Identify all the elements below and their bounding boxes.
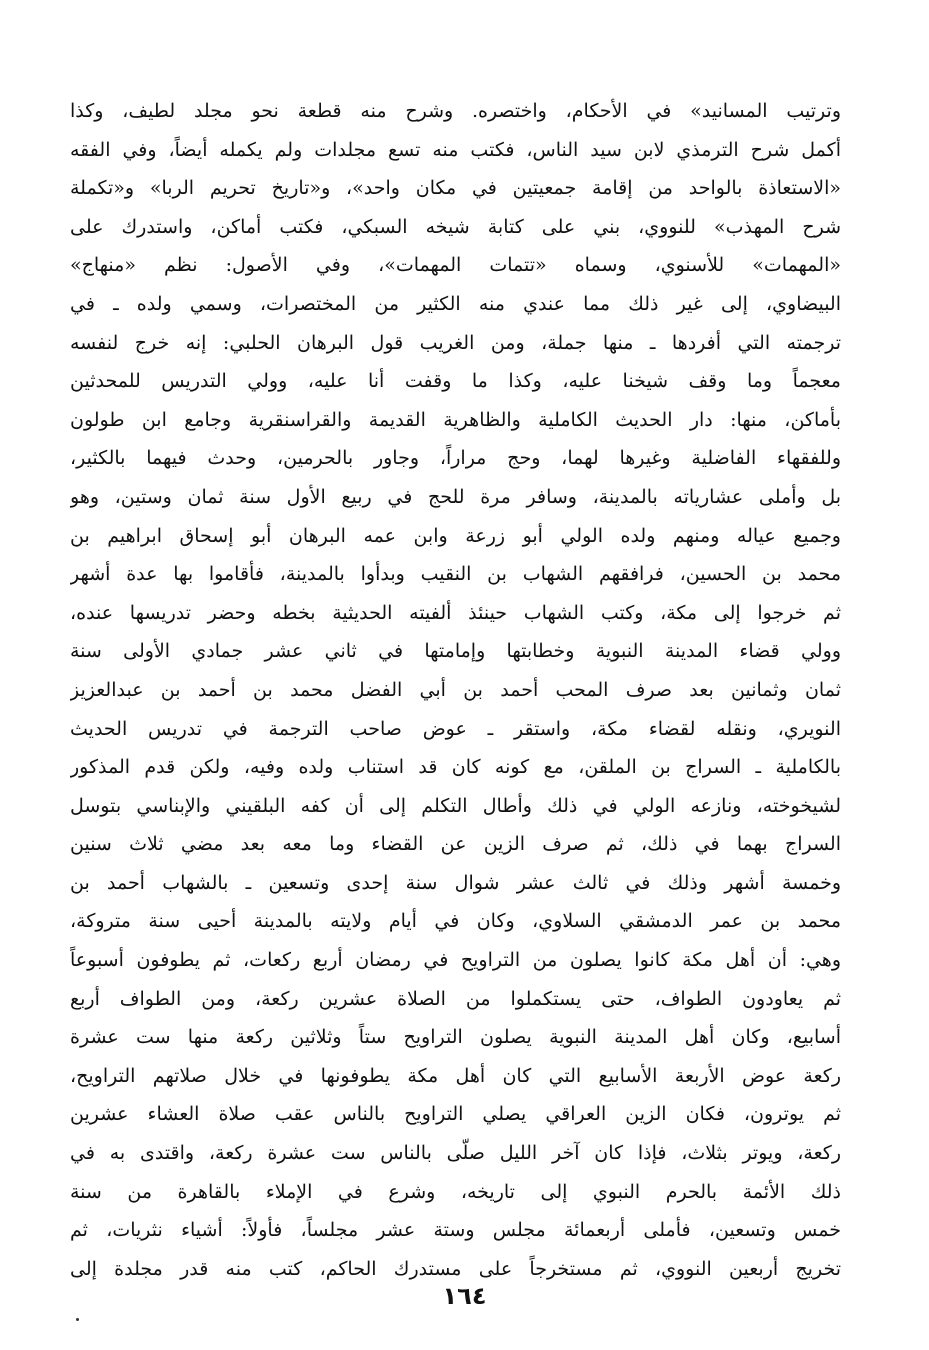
text-line-27: ثم يوترون، فكان الزين العراقي يصلي التراويح بالناس عقب صلاة العشاء عشرين <box>70 1103 841 1126</box>
text-line-5: «المهمات» للأسنوي، وسماه «تتمات المهمات»، وفي الأصول: نظم «منهاج» <box>70 254 841 277</box>
text-line-19: لشيخوخته، ونازعه الولي في ذلك وأطال التكلم إلى أن كفه البلقيني والإبناسي بتوسل <box>70 794 841 817</box>
text-line-18: بالكاملية ـ السراج بن الملقن، مع كونه كان قد استناب ولده وفيه، ولكن قدم المذكور <box>70 756 841 779</box>
text-line-13: محمد بن الحسين، فرافقهم الشهاب بن النقيب وبدأوا بالمدينة، فأقاموا بها عدة أشهر <box>70 563 841 586</box>
text-line-3: «الاستعاذة بالواحد من إقامة جمعيتين في مكان واحد»، و«تاريخ تحريم الربا» و«تكملة <box>70 177 841 200</box>
text-line-17: النويري، ونقله لقضاء مكة، واستقر ـ عوض صاحب الترجمة في تدريس الحديث <box>70 717 841 740</box>
text-line-29: ذلك الأئمة بالحرم النبوي إلى تاريخه، وشرع في الإملاء بالقاهرة من سنة <box>70 1180 841 1203</box>
text-line-2: أكمل شرح الترمذي لابن سيد الناس، فكتب منه تسع مجلدات ولم يكمله أيضاً، وفي الفقه <box>70 138 841 161</box>
text-line-21: وخمسة أشهر وذلك في ثالث عشر شوال سنة إحدى وتسعين ـ بالشهاب أحمد بن <box>70 871 841 894</box>
text-line-6: البيضاوي، إلى غير ذلك مما عندي منه الكثير من المختصرات، وسمي ولده ـ في <box>70 292 841 315</box>
text-line-26: ركعة عوض الأربعة الأسابيع التي كان أهل مكة يطوفونها في خلال صلاتهم التراويح، <box>70 1064 841 1087</box>
body-text <box>70 92 841 1288</box>
text-line-22: محمد بن عمر الدمشقي السلاوي، وكان في أيام ولايته بالمدينة أحيى سنة متروكة، <box>70 910 841 933</box>
text-line-1: وترتيب المسانيد» في الأحكام، واختصره. وشرح منه قطعة نحو مجلد لطيف، وكذا <box>70 100 841 122</box>
text-line-15: وولي قضاء المدينة النبوية وخطابتها وإمامتها في ثاني عشر جمادي الأولى سنة <box>70 640 841 663</box>
text-line-11: بل وأملى عشارياته بالمدينة، وسافر مرة للحج في ربيع الأول سنة ثمان وستين، وهو <box>70 485 841 508</box>
scan-speck <box>76 1318 79 1321</box>
text-line-4: شرح المهذب» للنووي، بني على كتابة شيخه السبكي، فكتب أماكن، واستدرك على <box>70 215 841 238</box>
text-line-31: تخريج أربعين النووي، ثم مستخرجاً على مستدرك الحاكم، كتب منه قدر مجلدة إلى <box>70 1257 841 1280</box>
page-number: ١٦٤ <box>442 1282 487 1310</box>
text-line-25: أسابيع، وكان أهل المدينة النبوية يصلون التراويح ستاً وثلاثين ركعة منها ست عشرة <box>70 1026 841 1049</box>
text-line-28: ركعة، ويوتر بثلاث، فإذا كان آخر الليل صلّى بالناس ست عشرة ركعة، واقتدى به في <box>70 1142 841 1165</box>
text-line-10: وللفقهاء الفاضلية وغيرها لهما، وحج مراراً، وجاور بالحرمين، وحدث فيهما بالكثير، <box>70 447 841 470</box>
text-line-24: ثم يعاودون الطواف، حتى يستكملوا من الصلاة عشرين ركعة، ومن الطواف أربع <box>70 987 841 1010</box>
text-line-20: السراج بهما في ذلك، ثم صرف الزين عن القضاء وما معه بعد مضي ثلاث سنين <box>70 833 841 856</box>
text-line-16: ثمان وثمانين بعد صرف المحب أحمد بن أبي الفضل محمد بن أحمد بن عبدالعزيز <box>70 678 841 701</box>
text-line-30: خمس وتسعين، فأملى أربعمائة مجلس وستة عشر مجلساً، فأولاً: أشياء نثريات، ثم <box>70 1219 841 1242</box>
text-line-23: وهي: أن أهل مكة كانوا يصلون من التراويح في رمضان أربع ركعات، ثم يطوفون أسبوعاً <box>70 949 841 972</box>
text-line-7: ترجمته التي أفردها ـ منها جملة، ومن الغريب قول البرهان الحلبي: إنه خرج لنفسه <box>70 331 841 354</box>
text-line-14: ثم خرجوا إلى مكة، وكتب الشهاب حينئذ ألفيته الحديثية بخطه وحضر تدريسها عنده، <box>70 601 841 624</box>
text-line-9: بأماكن، منها: دار الحديث الكاملية والظاهرية القديمة والقراسنقرية وجامع ابن طولون <box>70 408 841 431</box>
text-line-8: معجماً وما وقف شيخنا عليه، وكذا ما وقفت أنا عليه، وولي التدريس للمحدثين <box>70 370 841 393</box>
text-line-12: وجميع عياله ومنهم ولده الولي أبو زرعة وابن عمه البرهان أبو إسحاق ابراهيم بن <box>70 524 841 547</box>
